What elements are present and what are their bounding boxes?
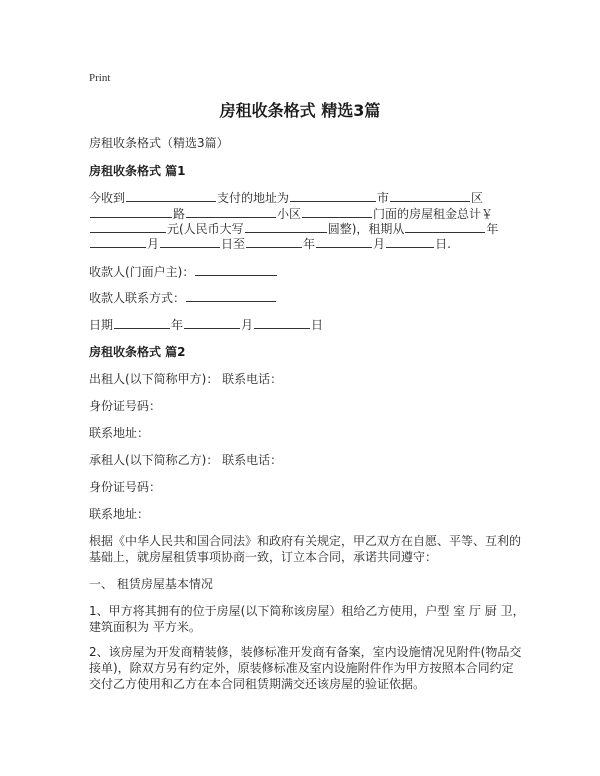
- payee-contact-line: [89, 289, 277, 306]
- city-text: 市: [377, 191, 390, 205]
- road-text: 路: [173, 207, 186, 221]
- date-day-text: 日: [311, 318, 324, 332]
- month2-text: 月: [373, 237, 386, 251]
- item1-p1-line-1: 1、甲方将其拥有的位于房屋(以下简称该房屋）租给乙方使用，户型 室 厅 厨 卫，: [89, 604, 525, 618]
- lease-start-month-blank[interactable]: [90, 236, 146, 248]
- lease-start-day-blank[interactable]: [160, 236, 220, 248]
- whole-text: 圆整)，租期从: [327, 222, 405, 236]
- address-blank[interactable]: [290, 190, 376, 202]
- print-label: Print: [89, 72, 111, 84]
- lease-end-day-blank[interactable]: [386, 236, 434, 248]
- day-to-text: 日至: [221, 237, 246, 251]
- basis-line-2: 基础上，就房屋租赁事项协商一致，订立本合同，承诺共同遵守：: [89, 550, 438, 564]
- subtitle: 房租收条格式（精选3篇）: [89, 136, 229, 150]
- item1-p1-line-2: 建筑面积为 平方米。: [89, 620, 201, 634]
- community-text: 小区: [277, 207, 302, 221]
- payee-contact-blank[interactable]: [186, 290, 276, 302]
- district-text: 区: [471, 191, 484, 205]
- item1-p2-line-1: 2、该房屋为开发商精装修，装修标准开发商有备案，室内设施情况见附件(物品交: [89, 645, 522, 659]
- received-text: 今收到: [89, 191, 126, 205]
- yuan-words-text: 元(人民币大写: [167, 222, 244, 236]
- payee-label: 收款人(门面户主)：: [89, 265, 195, 279]
- date-label: 日期: [89, 318, 114, 332]
- lease-start-year-blank[interactable]: [405, 221, 485, 233]
- date-month-blank[interactable]: [184, 317, 240, 329]
- date-month-text: 月: [241, 318, 254, 332]
- item1-heading: 一、 租赁房屋基本情况: [89, 577, 213, 591]
- payer-blank[interactable]: [126, 190, 216, 202]
- year2-text: 年: [303, 237, 316, 251]
- day-end-text: 日.: [435, 237, 451, 251]
- lessee-line: 承租人(以下简称乙方)： 联系电话：: [89, 453, 283, 467]
- section2-heading: 房租收条格式 篇2: [89, 345, 186, 359]
- lessee-id-line: 身份证号码：: [89, 480, 162, 494]
- payee-blank[interactable]: [195, 264, 277, 276]
- rent-total-text: 门面的房屋租金总计￥: [373, 207, 494, 221]
- month-text: 月: [147, 237, 160, 251]
- lessor-id-line: 身份证号码：: [89, 399, 162, 413]
- section1-heading: 房租收条格式 篇1: [89, 164, 186, 178]
- receipt-line-1: [89, 189, 483, 206]
- date-year-text: 年: [171, 318, 184, 332]
- district-name-blank[interactable]: [90, 206, 172, 218]
- receipt-line-4: [89, 235, 451, 252]
- lease-end-month-blank[interactable]: [316, 236, 372, 248]
- lessor-line: 出租人(以下简称甲方)： 联系电话：: [89, 372, 283, 386]
- payee-contact-label: 收款人联系方式：: [89, 291, 186, 305]
- lessee-address-line: 联系地址：: [89, 507, 150, 521]
- paid-to-address-text: 支付的地址为: [217, 191, 290, 205]
- basis-line-1: 根据《中华人民共和国合同法》和政府有关规定，甲乙双方在自愿、平等、互利的: [89, 534, 522, 548]
- item1-p2-line-3: 交付乙方使用和乙方在本合同租赁期满交还该房屋的验证依据。: [89, 677, 426, 691]
- item1-p2-line-2: 接单)，除双方另有约定外，原装修标准及室内设施附件作为甲方按照本合同约定: [89, 661, 514, 675]
- amount-words-blank[interactable]: [245, 221, 327, 233]
- road-blank[interactable]: [186, 206, 276, 218]
- city-blank[interactable]: [390, 190, 470, 202]
- year-text: 年: [486, 222, 499, 236]
- date-line: [89, 316, 323, 333]
- page-title: 房租收条格式 精选3篇: [219, 101, 381, 120]
- community-blank[interactable]: [302, 206, 372, 218]
- lessor-address-line: 联系地址：: [89, 426, 150, 440]
- date-day-blank[interactable]: [254, 317, 310, 329]
- lease-end-year-blank[interactable]: [246, 236, 302, 248]
- date-year-blank[interactable]: [114, 317, 170, 329]
- payee-line: [89, 263, 278, 280]
- amount-blank[interactable]: [90, 221, 166, 233]
